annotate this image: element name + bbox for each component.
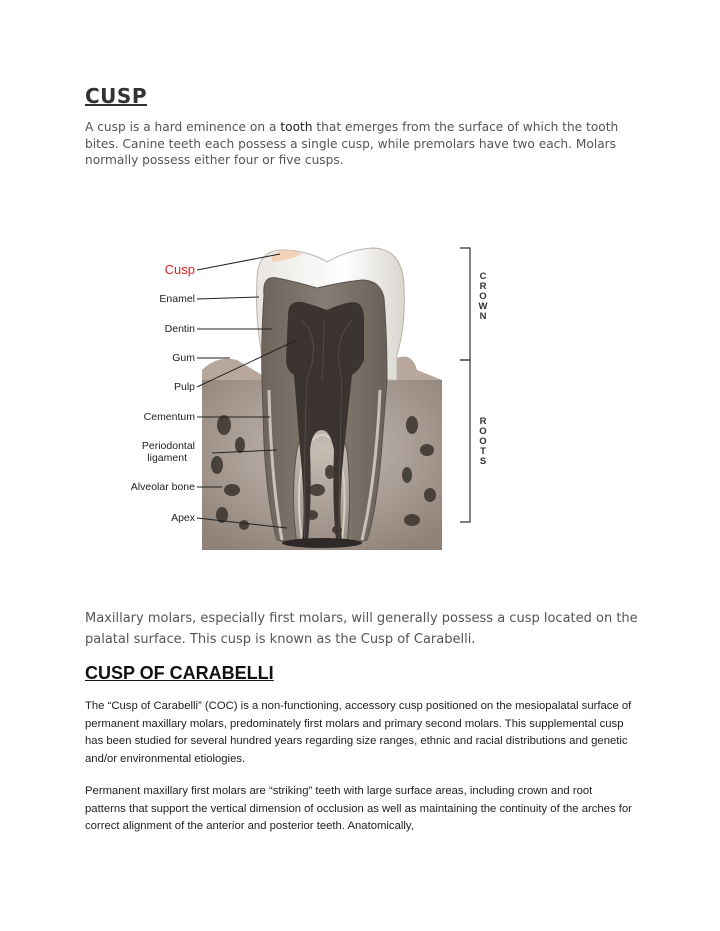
cusp-intro-paragraph <box>85 119 630 169</box>
label-cementum: Cementum <box>143 411 195 423</box>
tooth-cross-section-illustration <box>112 240 497 555</box>
carabelli-paragraph-1: The “Cusp of Carabelli” (COC) is a non-functioning, accessory cusp positioned on the mesiopalatal surface of permanent maxillary molars, predominately first molars and primary second molars. This supplemental cusp has been studied for several hundred years regarding size ranges, ethnic and racial distributions and genetic and/or environmental etiologies. <box>85 700 632 765</box>
tooth-link[interactable]: tooth <box>280 120 313 134</box>
cusp-of-carabelli-heading: CUSP OF CARABELLI <box>85 663 274 683</box>
label-alveolar-bone: Alveolar bone <box>130 481 195 493</box>
label-apex: Apex <box>171 512 195 524</box>
label-enamel: Enamel <box>159 293 195 305</box>
label-periodontal: Periodontal <box>141 440 195 452</box>
label-dentin: Dentin <box>164 323 195 335</box>
cusp-heading: CUSP <box>85 84 147 108</box>
label-roots: ROOTS <box>479 416 487 467</box>
label-gum: Gum <box>172 352 195 364</box>
label-pulp: Pulp <box>173 381 195 393</box>
label-cusp: Cusp <box>164 262 195 277</box>
intro-text-end: that emerges from the surface of which the tooth bites. Canine teeth each possess a single cusp, while premolars have two each. Molars normally possess either four or five cusps. <box>85 120 619 167</box>
label-ligament: ligament <box>147 452 187 464</box>
maxillary-molars-paragraph: Maxillary molars, especially first molars, will generally possess a cusp located on the palatal surface. This cusp is known as the Cusp of Carabelli. <box>85 611 638 647</box>
tooth-anatomy-diagram <box>112 240 497 555</box>
intro-text-start: A cusp is a hard eminence on a <box>85 120 281 134</box>
carabelli-paragraph-2: Permanent maxillary first molars are “striking” teeth with large surface areas, including crown and root patterns that support the vertical dimension of occlusion as well as maintaining the continuity of the arches for correct alignment of the anterior and posterior teeth. Anatomically, <box>85 785 632 832</box>
label-crown: CROWN <box>478 271 488 322</box>
